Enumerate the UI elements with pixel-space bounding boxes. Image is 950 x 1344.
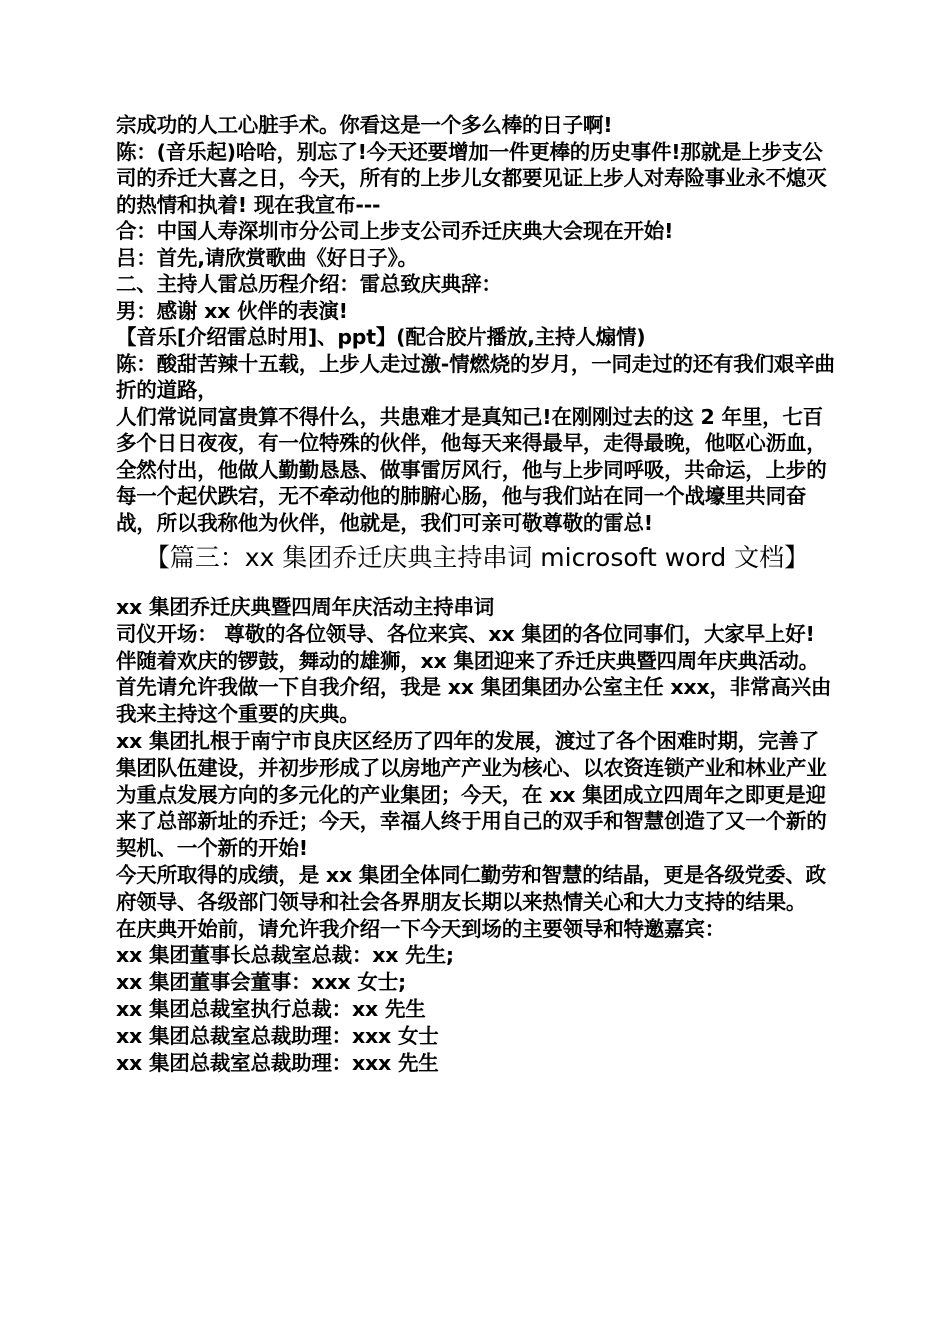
guest-line: xx 集团董事长总裁室总裁：xx 先生; [116, 943, 454, 968]
paragraph: 吕：首先,请欣赏歌曲《好日子》。 [116, 245, 418, 270]
paragraph: 司仪开场： 尊敬的各位领导、各位来宾、xx 集团的各位同事们，大家早上好! [116, 621, 815, 646]
paragraph: 合：中国人寿深圳市分公司上步支公司乔迁庆典大会现在开始! [116, 219, 674, 243]
paragraph: 伴随着欢庆的锣鼓，舞动的雄狮，xx 集团迎来了乔迁庆典暨四周年庆典活动。首先请允许我做一下自我介绍，我是 xx 集团集团办公室主任 xxx，非常高兴由我来主持这个重要的庆典。 [116, 648, 832, 727]
guest-line: xx 集团总裁室总裁助理：xxx 先生 [116, 1050, 439, 1075]
paragraph: 今天所取得的成绩，是 xx 集团全体同仁勤劳和智慧的结晶，更是各级党委、政府领导、各级部门领导和社会各界朋友长期以来热情关心和大力支持的结果。 [116, 862, 826, 914]
section-2 [116, 594, 838, 1076]
section-heading: 【篇三：xx 集团乔迁庆典主持串词 microsoft word 文档】 [144, 543, 810, 572]
guest-line: xx 集团总裁室总裁助理：xxx 女士 [116, 1023, 439, 1048]
paragraph: 人们常说同富贵算不得什么，共患难才是真知己!在刚刚过去的这 2 年里，七百多个日日夜夜，有一位特殊的伙伴，他每天来得最早，走得最晚，他呕心沥血，全然付出，他做人勤勤恳恳、做事雷厉风行，他与上步同呼吸，共命运，上步的每一个起伏跌宕，无不牵动他的肺腑心肠，他与我们站在同一个战壕里共同奋战，所以我称他为伙伴，他就是，我们可亲可敬尊敬的雷总! [116, 404, 827, 535]
paragraph: 二、主持人雷总历程介绍：雷总致庆典辞： [116, 272, 502, 296]
paragraph: xx 集团乔迁庆典暨四周年庆活动主持串词 [116, 595, 495, 619]
paragraph: 陈：(音乐起)哈哈，别忘了!今天还要增加一件更棒的历史事件!那就是上步支公司的乔迁大喜之日，今天，所有的上步儿女都要见证上步人对寿险事业永不熄灭的热情和执着! 现在我宣布--- [116, 139, 827, 217]
paragraph: xx 集团扎根于南宁市良庆区经历了四年的发展，渡过了各个困难时期，完善了集团队伍建设，并初步形成了以房地产产业为核心、以农资连锁产业和林业产业为重点发展方向的多元化的产业集团；今天，在 xx 集团成立四周年之即更是迎来了总部新址的乔迁；今天，幸福人终于用自己的双手和智慧创造了又一个新的契机、一个新的开始! [116, 728, 827, 861]
paragraph: 宗成功的人工心脏手术。你看这是一个多么棒的日子啊! [116, 113, 613, 137]
paragraph: 男：感谢 xx 伙伴的表演! [116, 298, 348, 323]
section-1 [116, 112, 838, 536]
paragraph: 陈：酸甜苦辣十五载，上步人走过激-情燃烧的岁月，一同走过的还有我们艰辛曲折的道路， [116, 351, 835, 402]
document-page [116, 112, 838, 1076]
paragraph: 在庆典开始前，请允许我介绍一下今天到场的主要领导和特邀嘉宾： [116, 916, 725, 941]
guest-line: xx 集团总裁室执行总裁：xx 先生 [116, 996, 426, 1021]
guest-line: xx 集团董事会董事：xxx 女士; [116, 970, 406, 995]
paragraph: 【音乐[介绍雷总时用]、ppt】(配合胶片播放,主持人煽情) [116, 325, 646, 349]
